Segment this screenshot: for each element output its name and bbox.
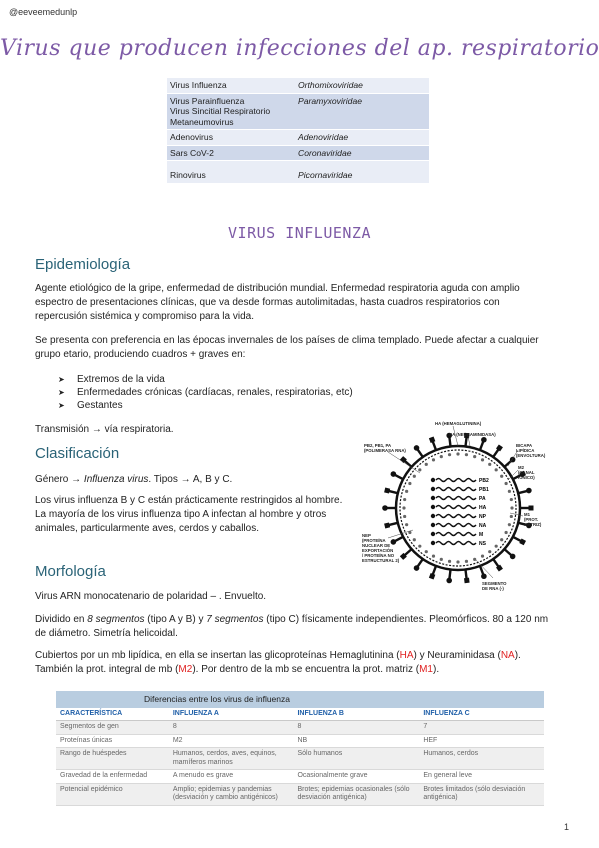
table-caption-row bbox=[56, 691, 544, 708]
label-bicapa: BICAPA LIPÍDICA (ENVOLTURA) bbox=[516, 443, 546, 458]
table-cell: 7 bbox=[419, 721, 544, 735]
polymerase-complex bbox=[431, 523, 435, 527]
matrix-protein-m1 bbox=[510, 498, 513, 501]
table-cell: M2 bbox=[169, 734, 294, 748]
na-spike-head bbox=[391, 471, 397, 477]
column-header: INFLUENZA A bbox=[169, 708, 294, 721]
virus-family-cell: Coronaviridae bbox=[295, 145, 429, 161]
virus-name-cell: Virus Parainfluenza Virus Sincitial Respiratorio Metaneumovirus bbox=[167, 93, 295, 130]
table-row bbox=[56, 734, 544, 748]
table-row bbox=[167, 145, 429, 161]
column-header: INFLUENZA C bbox=[419, 708, 544, 721]
risk-group-list bbox=[55, 373, 353, 412]
table-cell: Brotes; epidemias ocasionales (sólo desviación antigénica) bbox=[293, 783, 419, 805]
matrix-protein-m1 bbox=[405, 490, 408, 493]
matrix-protein-m1 bbox=[456, 452, 459, 455]
matrix-protein-m1 bbox=[413, 475, 416, 478]
matrix-protein-m1 bbox=[508, 490, 511, 493]
table-row bbox=[167, 93, 429, 130]
table-header-row bbox=[56, 708, 544, 721]
na-spike-head bbox=[510, 554, 516, 560]
matrix-protein-m1 bbox=[481, 555, 484, 558]
table-row bbox=[167, 78, 429, 93]
table-cell: Humanos, cerdos, aves, equinos, mamíferos marinos bbox=[169, 748, 294, 770]
matrix-protein-m1 bbox=[488, 463, 491, 466]
table-cell: Brotes limitados (sólo desviación antigénica) bbox=[419, 783, 544, 805]
epidemiologia-paragraph-1: Agente etiológico de la gripe, enfermedad de distribución mundial. Enfermedad respiratoria aguda con amplio espectro de presentaciones clínicas, que va desde formas autolimitadas, hasta cuadros respiratorios con repercusión sistémica y compromiso para la vida. bbox=[35, 283, 520, 322]
ha-spike-head bbox=[529, 506, 534, 511]
ha-spike-head bbox=[384, 522, 390, 528]
table-cell: 8 bbox=[169, 721, 294, 735]
table-row bbox=[167, 130, 429, 146]
rna-segment-label: NS bbox=[479, 540, 486, 547]
arrow-bullet-icon: ➤ bbox=[58, 401, 65, 410]
virus-family-cell: Picornaviridae bbox=[295, 161, 429, 184]
table-cell: Rango de huéspedes bbox=[56, 748, 169, 770]
virus-family-table bbox=[167, 78, 429, 184]
na-highlight: NA bbox=[500, 650, 515, 661]
heading-morfologia: Morfología bbox=[35, 563, 106, 580]
list-item: ➤ Gestantes bbox=[58, 400, 123, 411]
virus-name-cell: Adenovirus bbox=[167, 130, 295, 146]
matrix-protein-m1 bbox=[473, 558, 476, 561]
table-caption: Diferencias entre los virus de influenza bbox=[56, 691, 544, 708]
matrix-protein-m1 bbox=[500, 475, 503, 478]
na-spike-head bbox=[446, 578, 452, 584]
table-cell: Sólo humanos bbox=[293, 748, 419, 770]
author-handle: @eeveemedunlp bbox=[9, 7, 78, 17]
arrow-bullet-icon: ➤ bbox=[58, 375, 65, 384]
table-cell: NB bbox=[293, 734, 419, 748]
lipid-bilayer-inner bbox=[400, 450, 516, 566]
matrix-protein-m1 bbox=[448, 560, 451, 563]
virus-family-cell: Paramyxoviridae bbox=[295, 93, 429, 130]
matrix-protein-m1 bbox=[495, 468, 498, 471]
rna-segment-label: NP bbox=[479, 513, 486, 520]
matrix-protein-m1 bbox=[481, 458, 484, 461]
polymerase-complex bbox=[431, 505, 435, 509]
rna-segment-label: PA bbox=[479, 495, 486, 502]
label-hemaglutinina: HA (HEMAGLUTININA) bbox=[435, 421, 482, 426]
matrix-protein-m1 bbox=[495, 545, 498, 548]
ha-spike-head bbox=[429, 573, 435, 579]
rna-segment-label: PB2 bbox=[479, 477, 489, 484]
table-row bbox=[56, 748, 544, 770]
matrix-protein-m1 bbox=[465, 453, 468, 456]
matrix-protein-m1 bbox=[418, 468, 421, 471]
section-title: VIRUS INFLUENZA bbox=[228, 224, 371, 242]
polymerase-complex bbox=[431, 496, 435, 500]
matrix-protein-m1 bbox=[432, 458, 435, 461]
ha-spike-head bbox=[464, 578, 470, 584]
matrix-protein-m1 bbox=[408, 482, 411, 485]
list-item: ➤ Extremos de la vida bbox=[58, 374, 165, 385]
table-cell: Potencial epidémico bbox=[56, 783, 169, 805]
label-polimerasa: PB2, PB1, PA (POLIMERASA RNA) bbox=[364, 443, 406, 453]
morfologia-paragraph-3: Cubiertos por un mb lipídica, en ella se insertan las glicoproteínas Hemaglutinina (HA) y Neuraminidasa (NA). También la prot. integral de mb (M2). Por dentro de la mb se encuentra la prot. matriz (M1). bbox=[35, 650, 521, 675]
na-spike-head bbox=[414, 445, 420, 451]
heading-clasificacion: Clasificación bbox=[35, 445, 120, 462]
matrix-protein-m1 bbox=[403, 515, 406, 518]
genero-text: Género → Influenza virus. Tipos → A, B y C. bbox=[35, 474, 233, 485]
polymerase-complex bbox=[431, 541, 435, 545]
polymerase-complex bbox=[431, 487, 435, 491]
table-cell: Segmentos de gen bbox=[56, 721, 169, 735]
polymerase-complex bbox=[431, 478, 435, 482]
table-row bbox=[167, 161, 429, 184]
virus-family-cell: Orthomixoviridae bbox=[295, 78, 429, 93]
matrix-protein-m1 bbox=[432, 555, 435, 558]
table-cell: 8 bbox=[293, 721, 419, 735]
matrix-protein-m1 bbox=[473, 455, 476, 458]
label-nep: NEP (PROTEÍNA NUCLEAR DE EXPORTACIÓN / PROTEÍNA NO ESTRUCTURAL 2) bbox=[362, 533, 400, 563]
rna-segment-label: NA bbox=[479, 522, 487, 529]
influenza-differences-table bbox=[56, 691, 544, 806]
morfologia-paragraph-1: Virus ARN monocatenario de polaridad – . Envuelto. bbox=[35, 591, 267, 602]
matrix-protein-m1 bbox=[456, 560, 459, 563]
matrix-protein-m1 bbox=[425, 463, 428, 466]
na-spike-head bbox=[382, 505, 388, 511]
matrix-protein-m1 bbox=[505, 482, 508, 485]
influenza-virion-diagram bbox=[358, 418, 548, 593]
matrix-protein-m1 bbox=[500, 538, 503, 541]
table-row bbox=[56, 721, 544, 735]
virus-family-cell: Adenoviridae bbox=[295, 130, 429, 146]
matrix-protein-m1 bbox=[510, 515, 513, 518]
list-item: ➤ Enfermedades crónicas (cardíacas, renales, respiratorias, etc) bbox=[58, 387, 353, 398]
virus-name-cell: Virus Influenza bbox=[167, 78, 295, 93]
virus-name-cell: Rinovirus bbox=[167, 161, 295, 184]
na-spike-head bbox=[414, 565, 420, 571]
polymerase-complex bbox=[431, 532, 435, 536]
m1-highlight: M1 bbox=[419, 664, 433, 675]
page-number: 1 bbox=[563, 822, 569, 832]
table-cell: Gravedad de la enfermedad bbox=[56, 770, 169, 784]
matrix-protein-m1 bbox=[448, 453, 451, 456]
na-spike-head bbox=[481, 573, 487, 579]
table-cell: A menudo es grave bbox=[169, 770, 294, 784]
label-neuraminidasa: NA (NEURAMINIDASA) bbox=[449, 432, 496, 437]
ha-spike-head bbox=[429, 437, 435, 443]
matrix-protein-m1 bbox=[488, 550, 491, 553]
column-header: INFLUENZA B bbox=[293, 708, 419, 721]
m2-highlight: M2 bbox=[178, 664, 193, 675]
transmission-text: Transmisión → vía respiratoria. bbox=[35, 424, 174, 435]
ha-highlight: HA bbox=[399, 650, 414, 661]
table-cell: Amplio; epidemias y pandemias (desviación y cambio antigénicos) bbox=[169, 783, 294, 805]
matrix-protein-m1 bbox=[425, 550, 428, 553]
matrix-protein-m1 bbox=[402, 506, 405, 509]
table-cell: Ocasionalmente grave bbox=[293, 770, 419, 784]
matrix-protein-m1 bbox=[440, 558, 443, 561]
table-cell: Proteínas únicas bbox=[56, 734, 169, 748]
table-row bbox=[56, 770, 544, 784]
label-m1: M1 (PROT. MATRIZ) bbox=[524, 512, 542, 527]
polymerase-complex bbox=[431, 514, 435, 518]
matrix-protein-m1 bbox=[418, 545, 421, 548]
table-row bbox=[56, 783, 544, 805]
matrix-protein-m1 bbox=[440, 455, 443, 458]
table-cell: Humanos, cerdos bbox=[419, 748, 544, 770]
matrix-protein-m1 bbox=[403, 498, 406, 501]
matrix-protein-m1 bbox=[465, 560, 468, 563]
epidemiologia-paragraph-2: Se presenta con preferencia en las épocas invernales de los países de clima templado. Puede afectar a cualquier grupo etario, produciendo cuadros + graves en: bbox=[35, 335, 539, 360]
na-spike-head bbox=[526, 488, 532, 494]
rna-segment-label: M bbox=[479, 531, 484, 538]
clasificacion-paragraph: Los virus influenza B y C están prácticamente restringidos al hombre. La mayoría de los virus influenza tipo A infectan al hombre y otros animales, particularmente aves, cerdos y caballos. bbox=[35, 495, 343, 534]
matrix-protein-m1 bbox=[510, 506, 513, 509]
matrix-protein-m1 bbox=[505, 531, 508, 534]
label-segmento: SEGMENTO DE RNA (-) bbox=[482, 581, 507, 591]
arrow-bullet-icon: ➤ bbox=[58, 388, 65, 397]
rna-segment-label: PB1 bbox=[479, 486, 489, 493]
virus-name-cell: Sars CoV-2 bbox=[167, 145, 295, 161]
matrix-protein-m1 bbox=[413, 538, 416, 541]
table-cell: HEF bbox=[419, 734, 544, 748]
heading-epidemiologia: Epidemiología bbox=[35, 256, 131, 273]
column-header: CARACTERÍSTICA bbox=[56, 708, 169, 721]
matrix-protein-m1 bbox=[405, 523, 408, 526]
table-cell: En general leve bbox=[419, 770, 544, 784]
matrix-protein-m1 bbox=[508, 523, 511, 526]
morfologia-paragraph-2: Dividido en 8 segmentos (tipo A y B) y 7 segmentos (tipo C) físicamente independientes. Pleomórficos. 80 a 120 nm de diámetro. Simetría helicoidal. bbox=[35, 614, 549, 639]
ha-spike-head bbox=[384, 488, 390, 494]
label-m2: M2 (CANAL IÓNICO) bbox=[518, 465, 535, 480]
rna-segment-label: HA bbox=[479, 504, 487, 511]
na-spike-head bbox=[481, 437, 487, 443]
page-title: Virus que producen infecciones del ap. respiratorio bbox=[0, 36, 599, 61]
